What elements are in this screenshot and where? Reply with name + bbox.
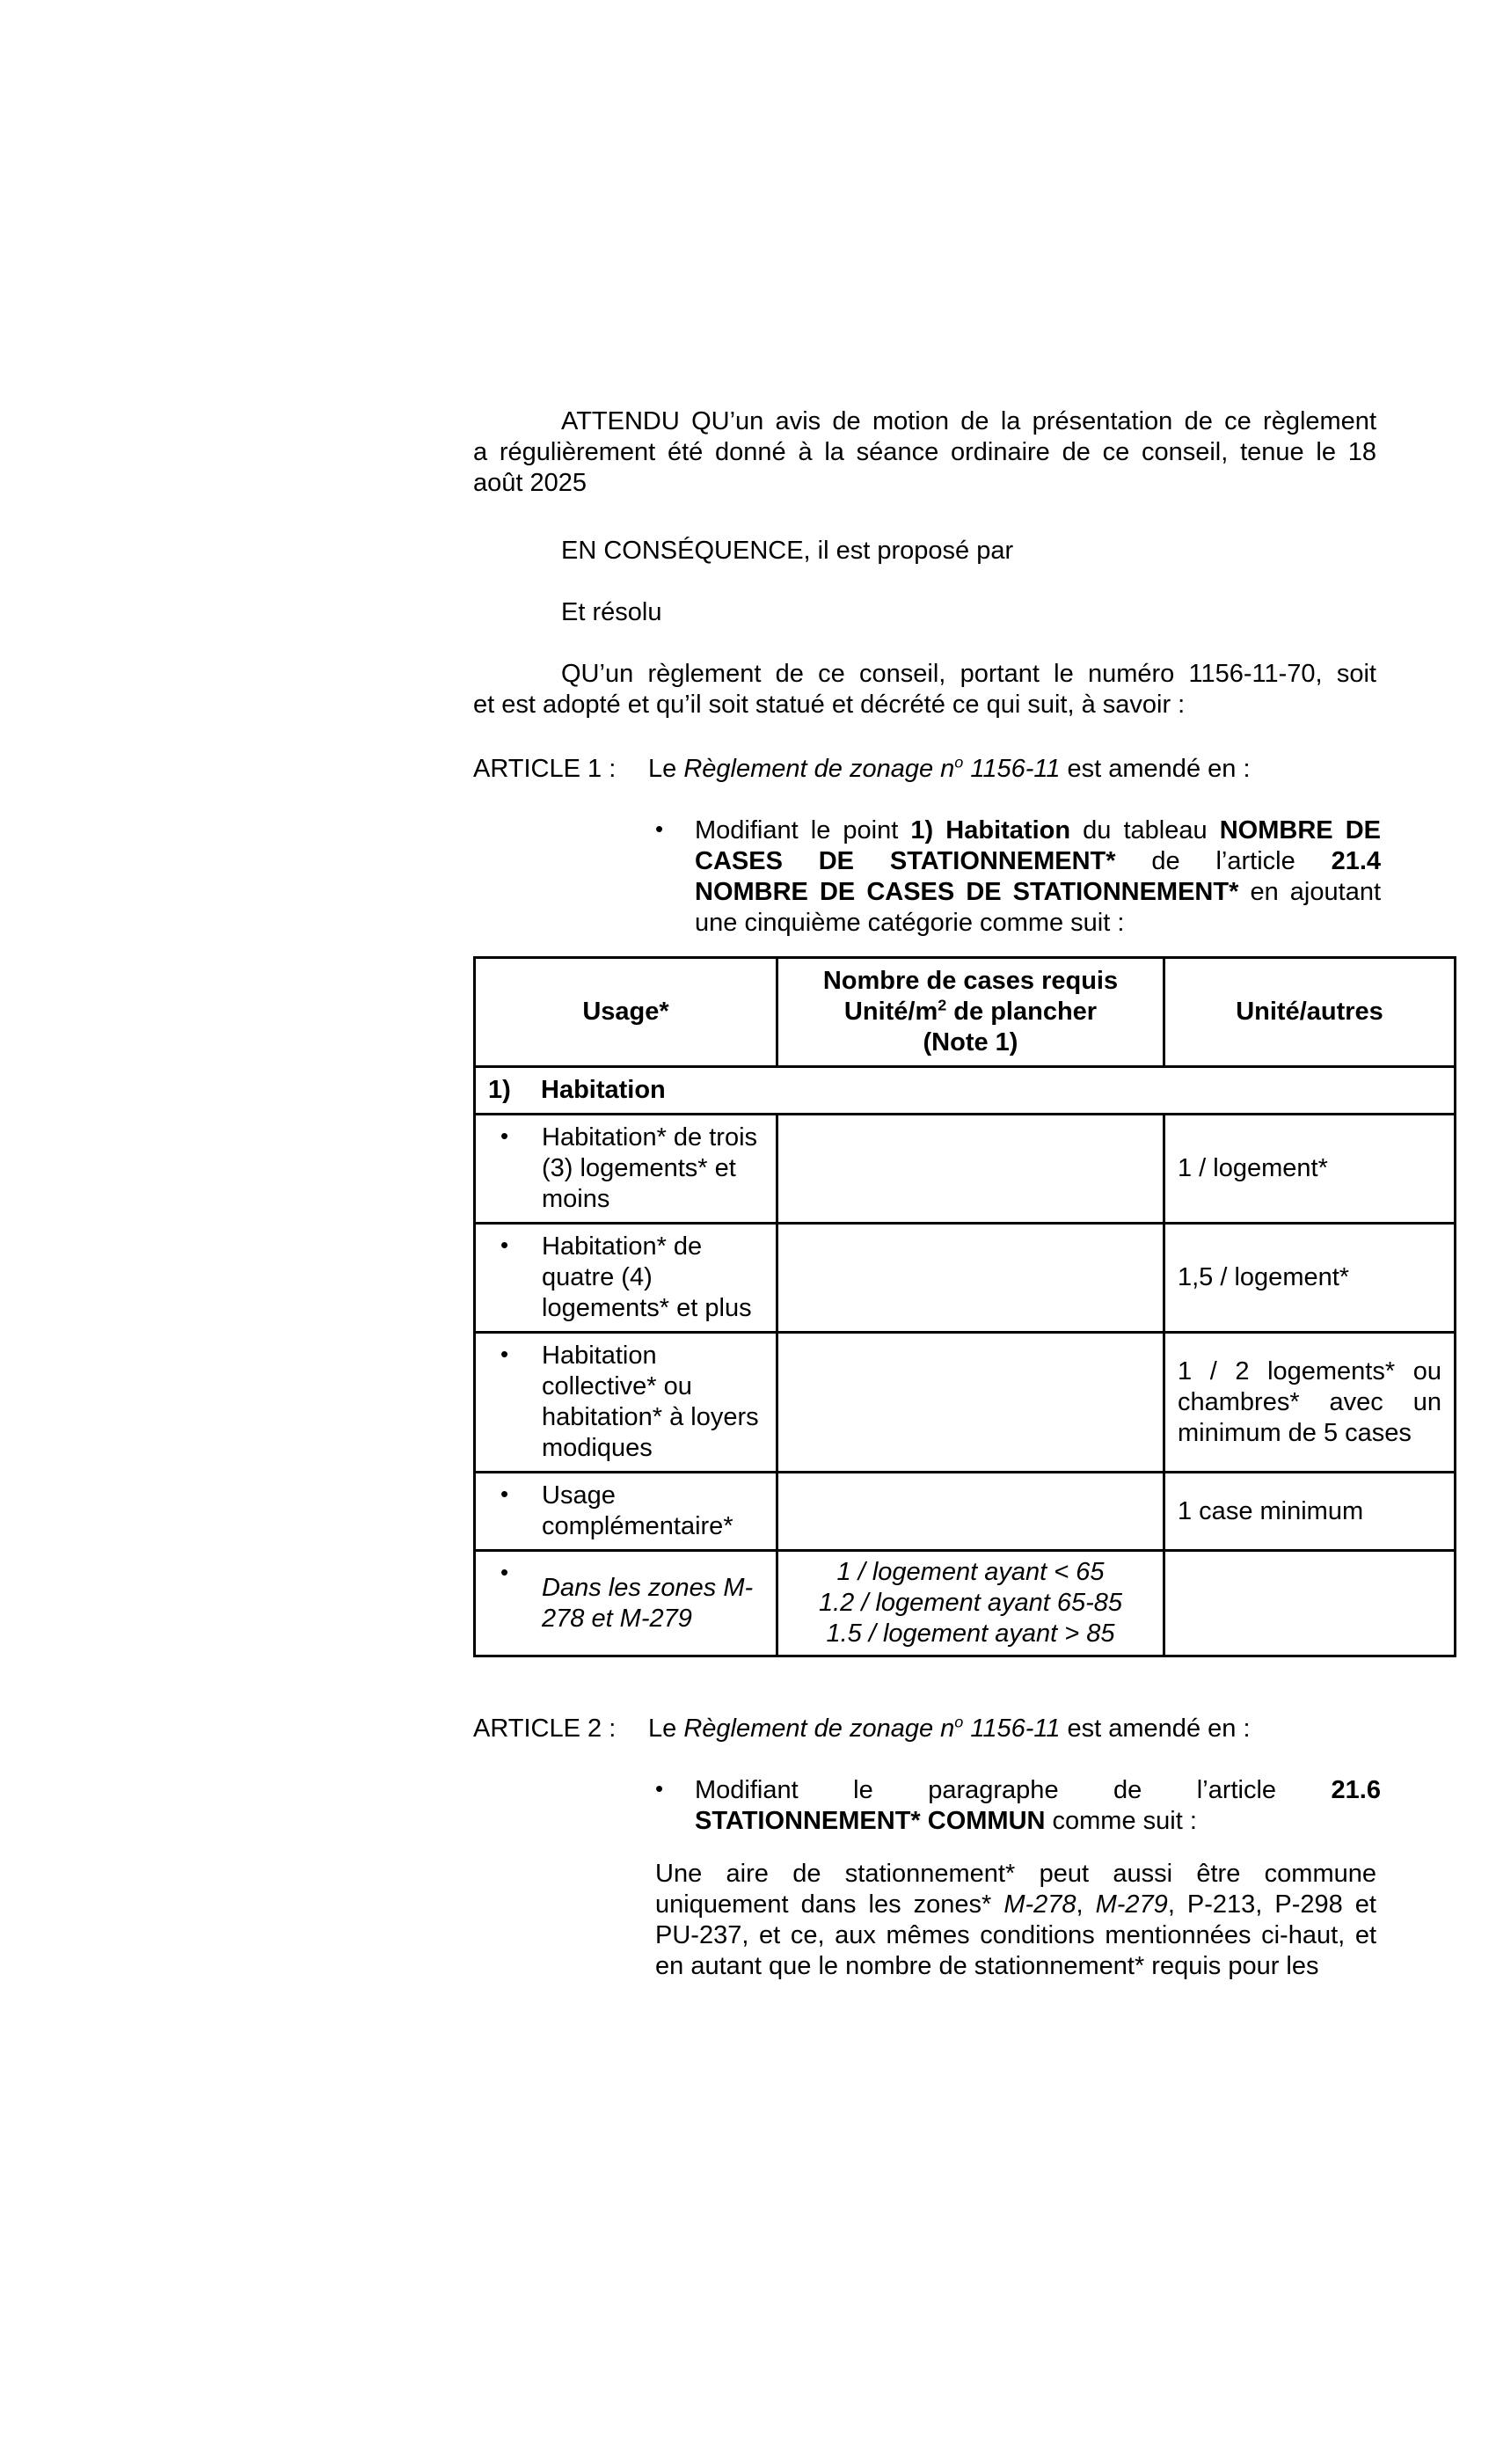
table-row-habitation-collective	[475, 1333, 1456, 1473]
text-line: 1 / 2 logements* ou	[1178, 1356, 1441, 1386]
paragraph-quun-reglement	[473, 659, 1376, 720]
table-row-zones-m278-m279	[475, 1551, 1456, 1656]
text-line: Modifiant le point 1) Habitation du tableau NOMBRE DE	[695, 816, 1381, 844]
text-line: QU’un règlement de ce conseil, portant le numéro 1156-11-70, soit	[561, 660, 1376, 688]
cases-cell	[777, 1224, 1164, 1333]
text-line: EN CONSÉQUENCE, il est proposé par	[561, 537, 1014, 565]
paragraph-en-consequence	[473, 536, 1376, 567]
usage-text: Habitation collective* ou habitation* à loyers modiques	[542, 1342, 759, 1462]
bullet-icon: •	[655, 815, 664, 842]
unite-cell: 1 case minimum	[1164, 1473, 1456, 1551]
parking-table	[473, 956, 1456, 1657]
usage-text: Habitation* de trois (3) logements* et moins	[542, 1123, 758, 1213]
table-header-row	[475, 958, 1456, 1067]
cases-cell	[777, 1473, 1164, 1551]
header-cell-cases-requis	[777, 958, 1164, 1067]
bullet-item-article-2	[653, 1775, 1381, 1837]
unite-cell	[1164, 1333, 1456, 1473]
text-line: (Note 1)	[923, 1028, 1018, 1057]
section-row-habitation	[475, 1067, 1456, 1115]
usage-cell	[475, 1115, 777, 1224]
usage-text: Usage complémentaire*	[542, 1481, 733, 1540]
unite-cell: 1 / logement*	[1164, 1115, 1456, 1224]
bullet-icon: •	[500, 1232, 509, 1258]
table-row-quatre-logements	[475, 1224, 1456, 1333]
text-line: 1.5 / logement ayant > 85	[826, 1620, 1115, 1648]
bullet-item-article-1	[653, 815, 1381, 939]
article-1	[473, 754, 1376, 785]
usage-cell	[475, 1333, 777, 1473]
text-line: ATTENDU QU’un avis de motion de la présentation de ce règlement	[561, 407, 1376, 435]
text-line: NOMBRE DE CASES DE STATIONNEMENT* en ajoutant	[695, 878, 1382, 906]
usage-text: Dans les zones M-278 et M-279	[542, 1573, 754, 1633]
cases-cell	[777, 1115, 1164, 1224]
bullet-icon: •	[655, 1775, 664, 1802]
text-line: Une aire de stationnement* peut aussi être commune	[655, 1860, 1376, 1888]
bullet-icon: •	[500, 1341, 509, 1367]
usage-cell	[475, 1551, 777, 1656]
bullet-icon: •	[500, 1481, 509, 1507]
text-line: en autant que le nombre de stationnement* requis pour les	[655, 1952, 1319, 1980]
article-2-text: Le Règlement de zonage $n^o$ 1156-11 est amendé en :	[648, 1713, 1251, 1743]
bullet-icon: •	[500, 1559, 509, 1585]
text-line: PU-237, et ce, aux mêmes conditions mentionnées ci-haut, et	[655, 1921, 1376, 1949]
usage-text: Habitation* de quatre (4) logements* et plus	[542, 1232, 752, 1322]
text-line: a régulièrement été donné à la séance ordinaire de ce conseil, tenue le 18	[473, 438, 1376, 466]
text-line: Modifiant le paragraphe de l’article 21.6	[695, 1776, 1381, 1804]
cases-cell	[777, 1551, 1164, 1656]
section-label: Habitation	[541, 1076, 666, 1104]
paragraph-aire-stationnement	[655, 1859, 1376, 1982]
page-content	[473, 406, 1453, 1982]
text-line: et est adopté et qu’il soit statué et décrété ce qui suit, à savoir :	[473, 691, 1186, 719]
paragraph-et-resolu	[473, 597, 1376, 628]
text-line: août 2025	[473, 469, 587, 497]
header-cell-usage: Usage*	[475, 958, 777, 1067]
usage-cell	[475, 1224, 777, 1333]
article-2-label: ARTICLE 2 :	[473, 1715, 617, 1743]
article-1-text: Le Règlement de zonage $n^o$ 1156-11 est amendé en :	[648, 753, 1251, 783]
text-line: Unité/$m^2$ de plancher	[843, 996, 1098, 1026]
table-row-trois-logements	[475, 1115, 1456, 1224]
text-line: minimum de 5 cases	[1178, 1418, 1412, 1447]
usage-cell	[475, 1473, 777, 1551]
paragraph-attendu	[473, 406, 1376, 499]
bullet-icon: •	[500, 1122, 509, 1149]
cases-cell	[777, 1333, 1164, 1473]
text-line: Nombre de cases requis	[822, 967, 1119, 995]
text-line: une cinquième catégorie comme suit :	[695, 909, 1125, 937]
unite-cell	[1164, 1551, 1456, 1656]
article-2	[473, 1714, 1376, 1744]
text-line: Et résolu	[561, 598, 662, 626]
unite-cell: 1,5 / logement*	[1164, 1224, 1456, 1333]
text-line: uniquement dans les zones* M-278, M-279, P-213, P-298 et	[655, 1890, 1376, 1919]
text-line: CASES DE STATIONNEMENT* de l’article 21.4	[695, 847, 1382, 875]
text-line: STATIONNEMENT* COMMUN comme suit :	[695, 1807, 1197, 1835]
article-1-label: ARTICLE 1 :	[473, 755, 617, 783]
text-line: chambres* avec un	[1178, 1387, 1441, 1416]
section-number: 1)	[488, 1076, 511, 1104]
table-row-usage-complementaire	[475, 1473, 1456, 1551]
text-line: 1 / logement ayant < 65	[836, 1558, 1105, 1586]
header-cell-unite-autres: Unité/autres	[1164, 958, 1456, 1067]
section-cell-habitation	[475, 1067, 1456, 1115]
text-line: 1.2 / logement ayant 65-85	[818, 1589, 1122, 1617]
